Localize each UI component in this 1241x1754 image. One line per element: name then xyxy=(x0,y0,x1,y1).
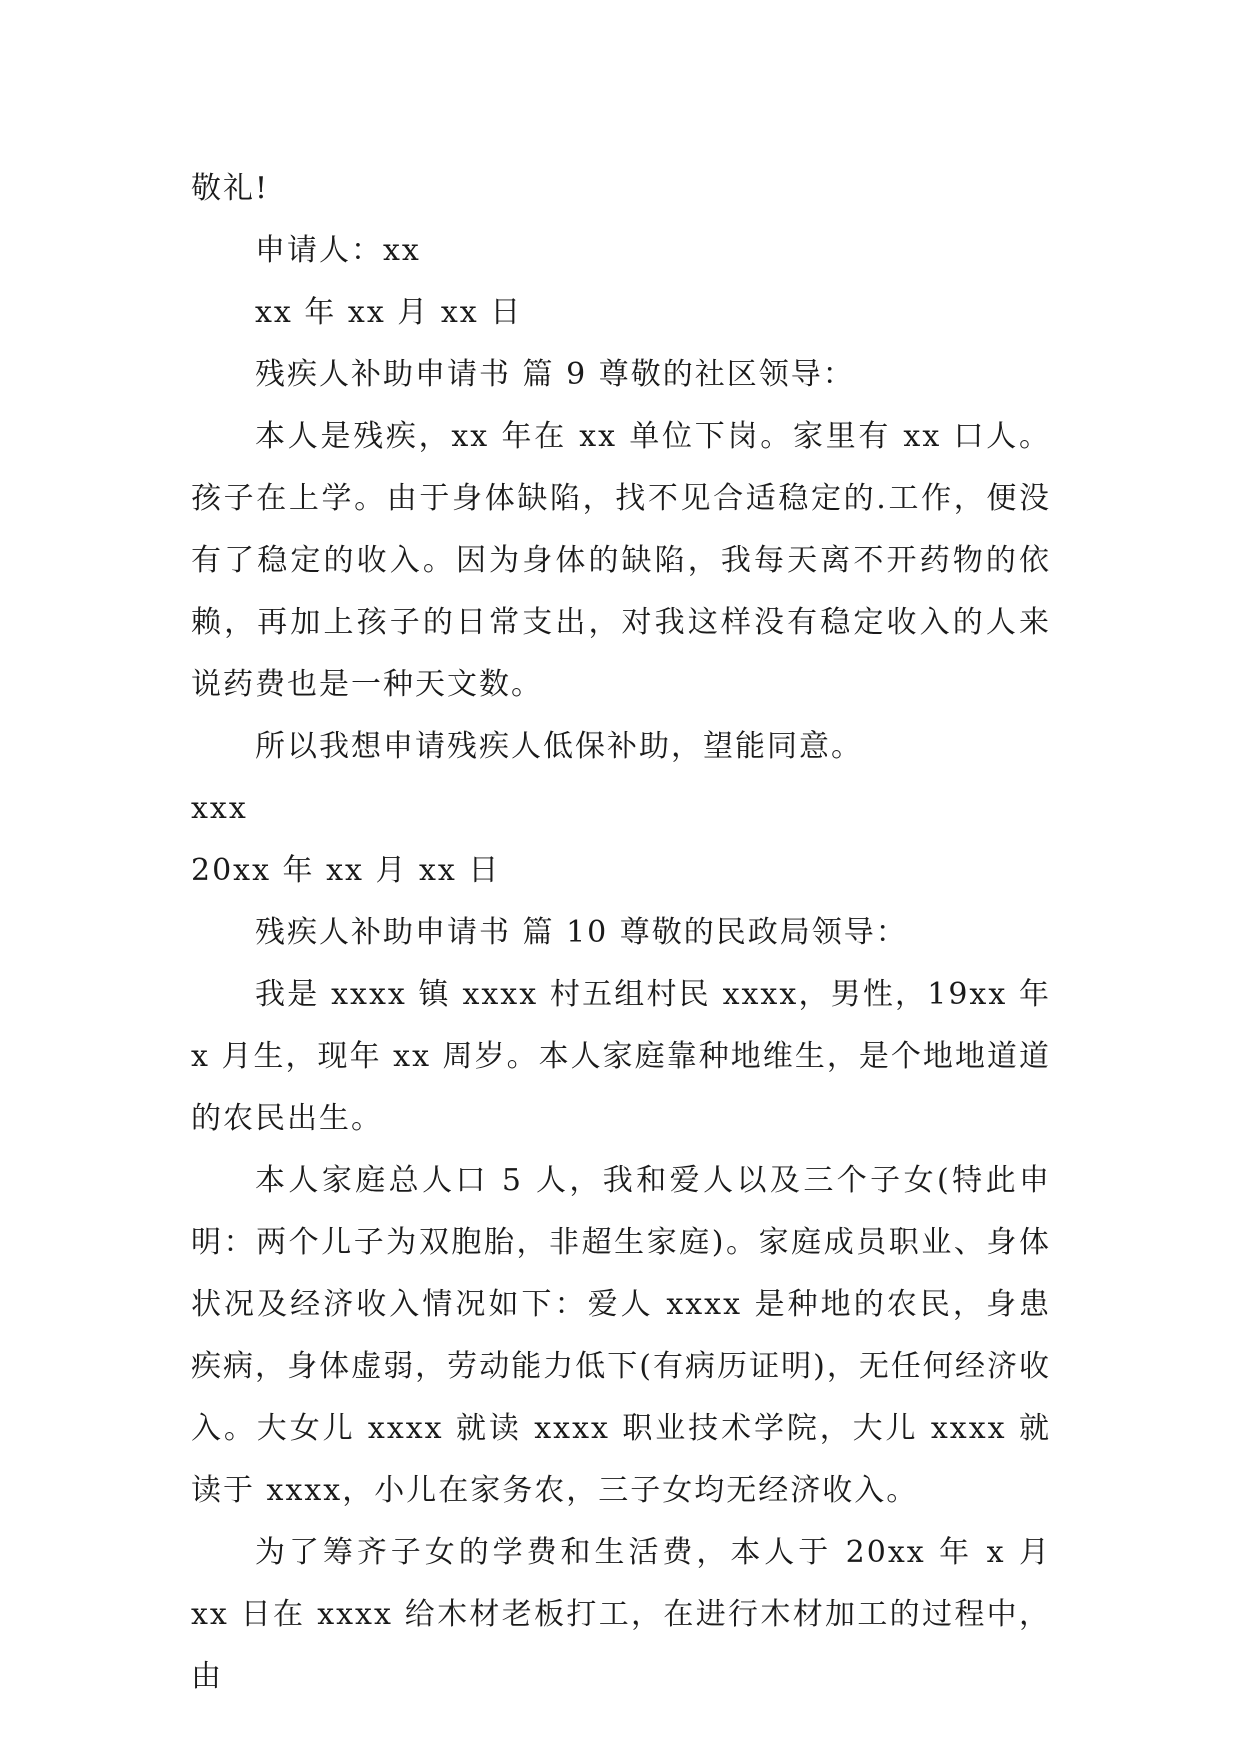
body-paragraph: 所以我想申请残疾人低保补助，望能同意。 xyxy=(255,729,863,764)
body-paragraph: 为了筹齐子女的学费和生活费，本人于 20xx 年 x 月 xx 日在 xxxx 给木材老板打工，在进行木材加工的过程中，由 xyxy=(191,1535,1051,1694)
body-paragraph: 本人家庭总人口 5 人，我和爱人以及三个子女(特此申明：两个儿子为双胞胎，非超生家庭)。家庭成员职业、身体状况及经济收入情况如下：爱人 xxxx 是种地的农民，身患疾病，身体虚弱，劳动能力低下(有病历证明)，无任何经济收入。大女儿 xxxx 就读 xxxx 职业技术学院，大儿 xxxx 就读于 xxxx，小儿在家务农，三子女均无经济收入。 xyxy=(191,1163,1051,1508)
signature-line: xxx xyxy=(191,791,248,826)
section-heading-9: 残疾人补助申请书 篇 9 尊敬的社区领导： xyxy=(255,357,855,392)
document-body xyxy=(191,158,1051,1708)
section-heading-10: 残疾人补助申请书 篇 10 尊敬的民政局领导： xyxy=(255,915,908,950)
applicant-line: 申请人：xx xyxy=(255,233,421,268)
body-paragraph: 我是 xxxx 镇 xxxx 村五组村民 xxxx，男性，19xx 年 x 月生，现年 xx 周岁。本人家庭靠种地维生，是个地地道道的农民出生。 xyxy=(191,977,1051,1136)
date-line: 20xx 年 xx 月 xx 日 xyxy=(191,853,501,888)
date-line: xx 年 xx 月 xx 日 xyxy=(255,295,523,330)
body-paragraph: 本人是残疾，xx 年在 xx 单位下岗。家里有 xx 口人。孩子在上学。由于身体缺陷，找不见合适稳定的.工作，便没有了稳定的收入。因为身体的缺陷，我每天离不开药物的依赖，再加上孩子的日常支出，对我这样没有稳定收入的人来说药费也是一种天文数。 xyxy=(191,419,1051,702)
closing-salutation: 敬礼! xyxy=(191,171,270,206)
